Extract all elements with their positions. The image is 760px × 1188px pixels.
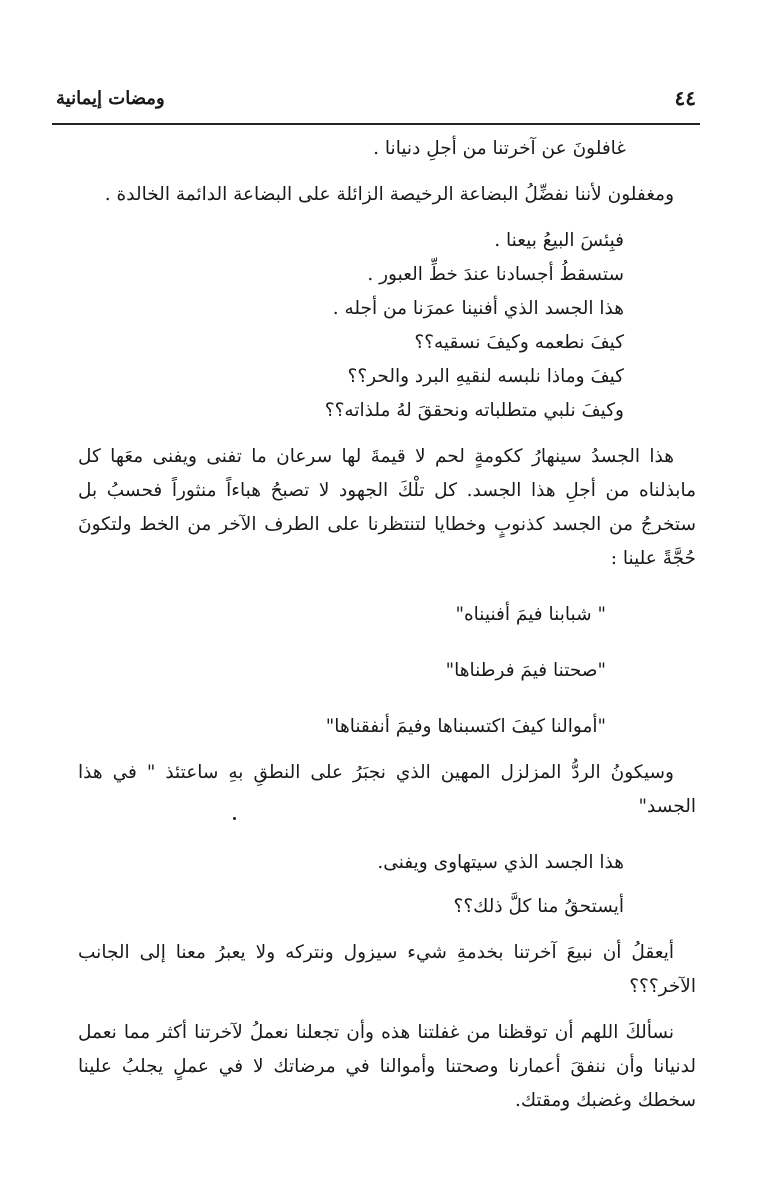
paragraph-5: هذا الجسد الذي سيتهاوى ويفنى. [377,852,624,873]
quote-line: "أموالنا كيفَ اكتسبناها وفيمَ أنفقناها" [325,716,606,737]
paragraph-2: ومغفلون لأننا نفضِّلُ البضاعة الرخيصة الزائلة على البضاعة الدائمة الخالدة . [104,184,674,205]
paragraph-3: هذا الجسدُ سينهارُ ككومةٍ لحم لا قيمةَ لها سرعان ما تفنى ويفنى معَها كل مابذلناه من أجلِ هذا الجسد. كل تلْكَ الجهود لا تصبحُ هباءاً منثوراً فحسبُ بل ستخرجُ من الجسد كذنوبٍ وخطايا لتنتظرنا على الطرف الآخر من الخط ولتكونَ حُجَّةً علينا : [78,446,696,569]
print-speck [233,817,236,820]
quote-line: "صحتنا فيمَ فرطناها" [445,660,606,681]
paragraph-7: أيعقلُ أن نبيعَ آخرتنا بخدمةِ شيء سيزول ونتركه ولا يعبرُ معنا إلى الجانب الآخر؟؟؟ [78,942,696,997]
verse-line: كيفَ نطعمه وكيفَ نسقيه؟؟ [414,332,624,353]
header-rule [52,123,700,125]
verse-group [78,224,696,428]
verse-line: وكيفَ نلبي متطلباته ونحققَ لهُ ملذاته؟؟ [324,400,624,421]
verse-line: ستسقطُ أجسادنا عندَ خطِّ العبور . [367,264,624,285]
running-title: ومضات إيمانية [56,88,165,109]
page-number: ٤٤ [674,86,696,110]
paragraph-8: نسألكَ اللهم أن توقظنا من غفلتنا هذه وأن تجعلنا نعملُ لآخرتنا أكثر مما نعمل لدنيانا وأن ننفقَ أعمارنا وصحتنا وأموالنا في مرضاتك لا في عملٍ يجلبُ علينا سخطك وغضبك ومقتك. [78,1022,696,1111]
page-body [78,132,696,1118]
paragraph-4: وسيكونُ الردُّ المزلزل المهين الذي نجبَرُ على النطقِ بهِ ساعتئذ " في هذا الجسد" [78,762,696,817]
verse-line: فبِئسَ البيعُ بيعنا . [494,230,624,251]
page-header [56,86,696,122]
paragraph-1: غافلونَ عن آخرتنا من أجلِ دنيانا . [373,138,626,159]
quote-line: " شبابنا فيمَ أفنيناه" [455,604,606,625]
paragraph-6: أيستحقُ منا كلَّ ذلك؟؟ [453,896,624,917]
verse-line: كيفَ وماذا نلبسه لنقيهِ البرد والحر؟؟ [347,366,624,387]
verse-line: هذا الجسد الذي أفنينا عمرَنا من أجله . [332,298,624,319]
